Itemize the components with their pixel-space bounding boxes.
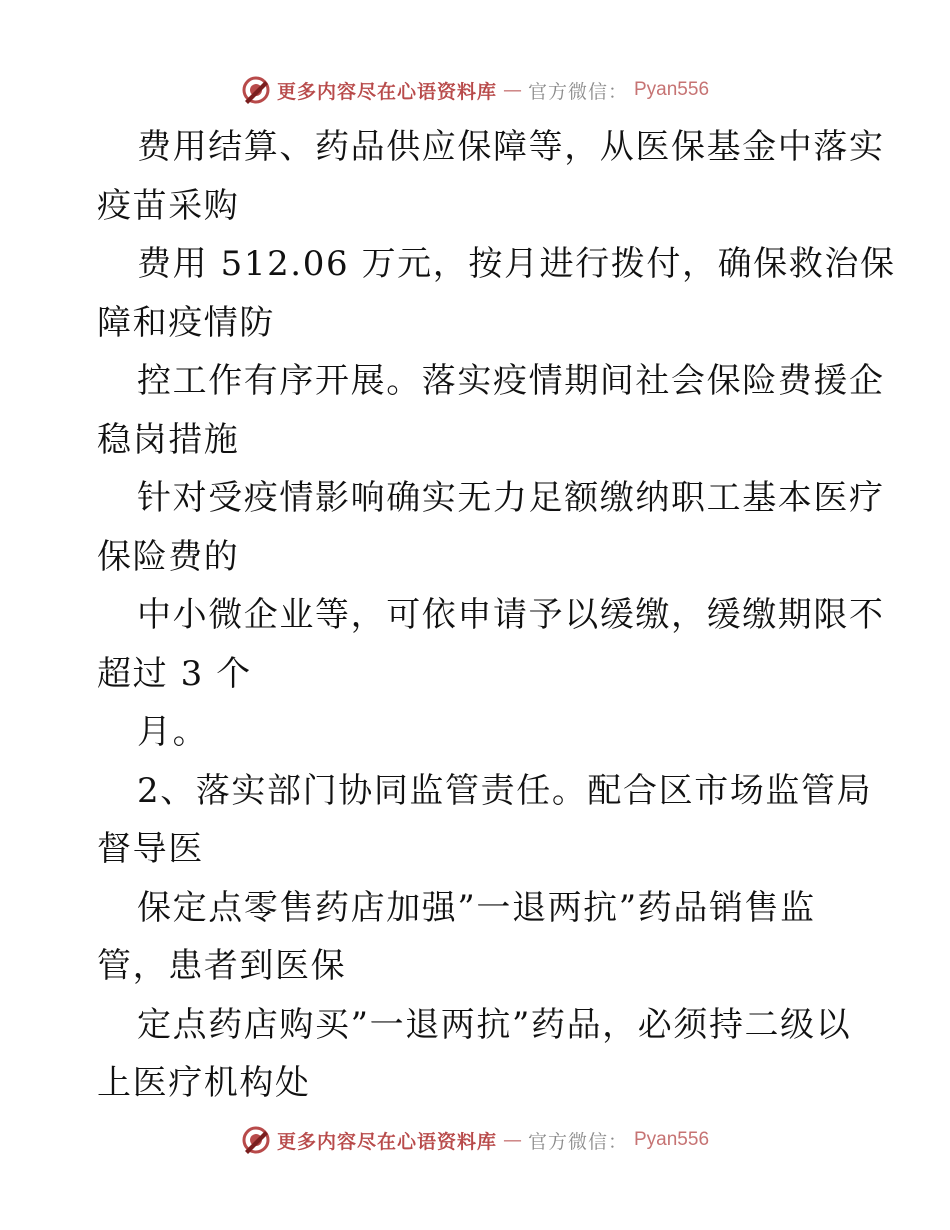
- text-line: 保定点零售药店加强”一退两抗”药品销售监: [137, 887, 816, 928]
- text-line: 定点药店购买”一退两抗”药品，必须持二级以: [137, 1004, 852, 1045]
- red-pen-circle-logo-icon: [241, 1125, 271, 1155]
- red-pen-circle-logo-icon: [241, 75, 271, 105]
- document-body: [97, 118, 896, 1113]
- watermark-brand-text: 更多内容尽在心语资料库: [276, 1130, 497, 1153]
- text-line: 超过 3 个: [97, 653, 252, 694]
- watermark-handle: Pyan556: [634, 79, 710, 100]
- text-line: 障和疫情防: [97, 302, 275, 343]
- header-watermark: [0, 73, 950, 107]
- footer-watermark: [0, 1123, 950, 1157]
- text-line: 控工作有序开展。落实疫情期间社会保险费援企: [137, 361, 885, 401]
- watermark-official-label: 官方微信：: [527, 1130, 628, 1153]
- watermark-handle: Pyan556: [634, 1129, 710, 1150]
- text-line: 上医疗机构处: [97, 1063, 311, 1103]
- text-line: 费用结算、药品供应保障等，从医保基金中落实: [137, 127, 885, 167]
- watermark-brand-text: 更多内容尽在心语资料库: [276, 80, 497, 103]
- text-line: 中小微企业等，可依申请予以缓缴，缓缴期限不: [137, 595, 885, 635]
- text-line: 2、落实部门协同监管责任。配合区市场监管局: [137, 770, 873, 811]
- text-line: 管，患者到医保: [97, 946, 347, 986]
- text-line: 疫苗采购: [97, 185, 240, 226]
- text-line: 费用 512.06 万元，按月进行拨付，确保救治保: [137, 244, 896, 284]
- text-line: 稳岗措施: [97, 419, 240, 460]
- watermark-dash: —: [502, 79, 522, 101]
- text-line: 针对受疫情影响确实无力足额缴纳职工基本医疗: [137, 478, 885, 518]
- text-line: 保险费的: [97, 536, 240, 577]
- watermark-official-label: 官方微信：: [527, 80, 628, 103]
- text-line: 月。: [137, 712, 209, 752]
- watermark-dash: —: [502, 1129, 522, 1151]
- text-line: 督导医: [97, 829, 204, 869]
